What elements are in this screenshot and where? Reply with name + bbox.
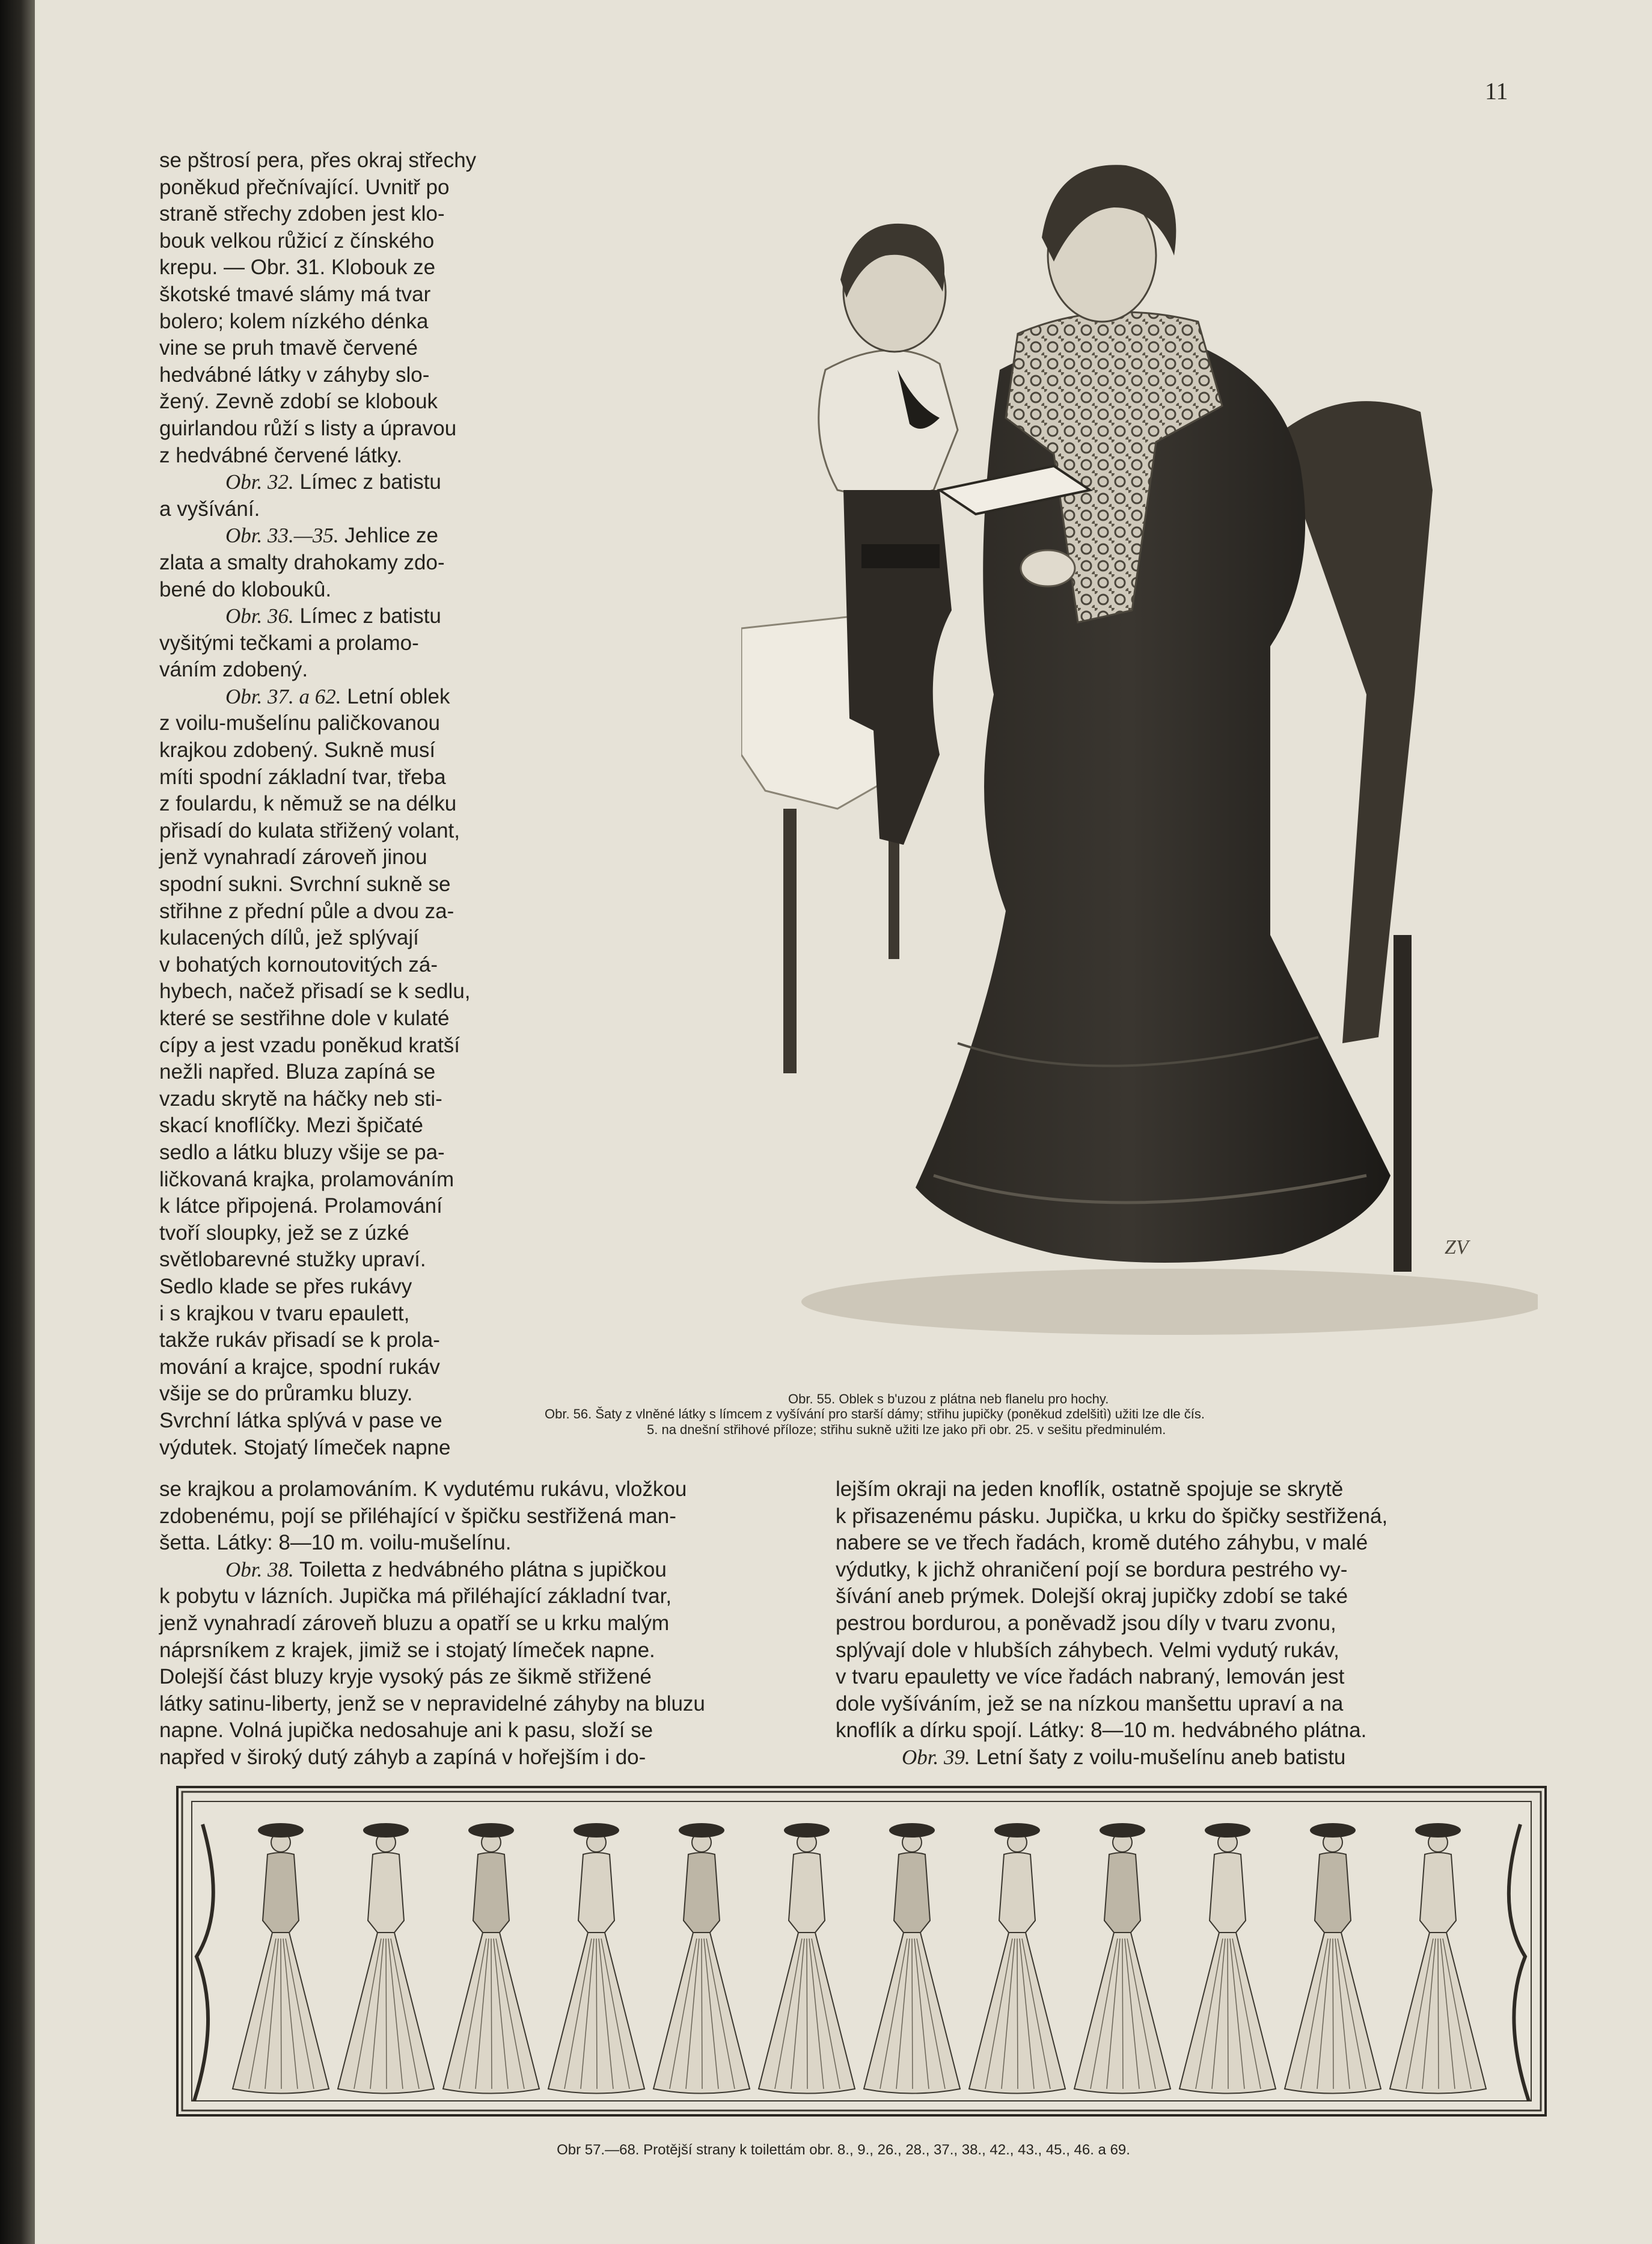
fashion-figure	[1074, 1823, 1170, 2094]
obr37-text: Letní oblek	[347, 684, 450, 708]
lower-right-body	[836, 1476, 1509, 1744]
text-line: napřed v široký dutý záhyb a zapíná v hořejším i do-	[159, 1745, 646, 1769]
fashion-figure	[1179, 1823, 1276, 2094]
lower-left-column	[159, 1476, 833, 1771]
text-line: zdobenému, pojí se přiléhající v špičku sestřižená man-	[159, 1504, 676, 1528]
obr38-label: Obr. 38.	[225, 1557, 294, 1581]
obr33-text3: bené do kloboukû.	[159, 577, 332, 601]
fashion-figure	[1285, 1823, 1381, 2094]
text-line: z voilu-mušelínu paličkovanou	[159, 711, 440, 735]
left-column-intro	[159, 147, 550, 469]
mother-and-son-illustration	[741, 153, 1538, 1344]
text-line: napne. Volná jupička nedosahuje ani k pasu, složí se	[159, 1718, 653, 1743]
obr33-text2: zlata a smalty drahokamy zdo-	[159, 550, 445, 574]
fashion-figure	[864, 1823, 960, 2094]
text-line: straně střechy zdoben jest klo-	[159, 202, 445, 226]
text-line: z foulardu, k němuž se na délku	[159, 792, 457, 816]
fashion-figure	[443, 1823, 539, 2094]
text-line: sedlo a látku bluzy všije se pa-	[159, 1140, 445, 1164]
obr39-text: Letní šaty z voilu-mušelínu aneb batistu	[976, 1745, 1346, 1769]
obr36-text2: vyšitými tečkami a prolamo-	[159, 631, 419, 655]
bottom-caption: Obr 57.—68. Protější strany k toilettám obr. 8., 9., 26., 28., 37., 38., 42., 43., 45., 46. a 69.	[557, 2142, 1130, 2158]
text-line: k pobytu v lázních. Jupička má přiléhající základní tvar,	[159, 1584, 672, 1608]
text-line: se krajkou a prolamováním. K vydutému rukávu, vložkou	[159, 1477, 687, 1501]
text-line: Sedlo klade se přes rukávy	[159, 1274, 412, 1298]
binding-spine	[0, 0, 35, 2244]
text-line: k přisazenému pásku. Jupička, u krku do špičky sestřižená,	[836, 1504, 1388, 1528]
fashion-figures-strip	[176, 1786, 1547, 2117]
text-line: vzadu skrytě na háčky neb sti-	[159, 1087, 442, 1111]
obr38-text: Toiletta z hedvábného plátna s jupičkou	[299, 1557, 667, 1581]
fashion-figure	[233, 1823, 329, 2094]
text-line: skací knoflíčky. Mezi špičaté	[159, 1114, 423, 1138]
text-line: jenž vynahradí zároveň bluzu a opatří se u krku malým	[159, 1611, 670, 1635]
text-line: v tvaru epauletty ve více řadách nabraný, lemován jest	[836, 1665, 1345, 1689]
text-line: škotské tmavé slámy má tvar	[159, 282, 431, 306]
text-line: výdutek. Stojatý límeček napne	[159, 1435, 451, 1459]
fashion-figure	[548, 1823, 644, 2094]
text-line: tvoří sloupky, jež se z úzké	[159, 1221, 409, 1245]
fashion-figure	[653, 1823, 750, 2094]
obr32-text2: a vyšívání.	[159, 497, 260, 521]
text-line: ličkovaná krajka, prolamováním	[159, 1167, 454, 1191]
text-line: výdutky, k jichž ohraničení pojí se bordura pestrého vy-	[836, 1557, 1348, 1581]
text-line: splývají dole v hlubších záhybech. Velmi vydutý rukáv,	[836, 1638, 1339, 1662]
lower-left-intro	[159, 1476, 833, 1557]
text-line: vine se pruh tmavě červené	[159, 336, 418, 360]
lower-right-column	[836, 1476, 1509, 1771]
obr33-paragraph	[159, 523, 550, 603]
text-line: cípy a jest vzadu poněkud kratší	[159, 1033, 460, 1057]
text-line: hedvábné látky v záhyby slo-	[159, 363, 430, 387]
text-line: všije se do průramku bluzy.	[159, 1382, 413, 1406]
fashion-figure	[969, 1823, 1065, 2094]
ornamental-border-and-figures	[179, 1788, 1544, 2114]
text-line: k látce připojená. Prolamování	[159, 1194, 442, 1218]
text-line: látky satinu-liberty, jenž se v nepravidelné záhyby na bluzu	[159, 1691, 705, 1715]
obr36-paragraph	[159, 603, 550, 684]
fashion-figure	[759, 1823, 855, 2094]
text-line: bolero; kolem nízkého dénka	[159, 309, 429, 333]
text-line: se pštrosí pera, přes okraj střechy	[159, 149, 477, 172]
obr33-label: Obr. 33.—35.	[225, 524, 339, 548]
floor-shadow	[801, 1269, 1538, 1335]
text-line: spodní sukni. Svrchní sukně se	[159, 872, 451, 897]
caption-obr56-line2: 5. na dnešní střihové příloze; střihu sukně užiti lze jako při obr. 25. v sešitu předminulém.	[647, 1422, 1166, 1437]
text-line: přisadí do kulata střižený volant,	[159, 818, 460, 842]
text-line: lejším okraji na jeden knoflík, ostatně spojuje se skrytě	[836, 1477, 1344, 1501]
text-line: Dolejší část bluzy kryje vysoký pás ze šikmě střižené	[159, 1665, 652, 1689]
text-line: žený. Zevně zdobí se klobouk	[159, 390, 438, 414]
obr33-text: Jehlice ze	[344, 524, 439, 548]
text-line: hybech, načež přisadí se k sedlu,	[159, 979, 471, 1004]
obr32-text: Límec z batistu	[299, 470, 441, 494]
obr39-paragraph	[836, 1744, 1509, 1771]
text-line: nabere se ve třech řadách, kromě dutého záhybu, v malé	[836, 1531, 1368, 1555]
obr36-label: Obr. 36.	[225, 604, 294, 628]
text-line: náprsníkem z krajek, jimiž se i stojatý límeček napne.	[159, 1638, 655, 1662]
text-line: pestrou bordurou, a poněvadž jsou díly v tvaru zvonu,	[836, 1611, 1336, 1635]
woman-figure	[916, 165, 1390, 1263]
fashion-figures	[233, 1823, 1486, 2094]
fashion-figure	[1390, 1823, 1486, 2094]
obr32-paragraph	[159, 469, 550, 523]
text-line: takže rukáv přisadí se k prola-	[159, 1328, 440, 1352]
text-line: poněkud přečnívající. Uvnitř po	[159, 175, 450, 199]
text-line: knoflík a dírku spojí. Látky: 8—10 m. hedvábného plátna.	[836, 1718, 1367, 1743]
text-line: i s krajkou v tvaru epaulett,	[159, 1301, 410, 1325]
text-line: bouk velkou růžicí z čínského	[159, 228, 435, 253]
magazine-page	[35, 0, 1652, 2244]
text-line: v bohatých kornoutovitých zá-	[159, 952, 438, 976]
obr36-text: Límec z batistu	[299, 604, 441, 628]
text-line: šívání aneb prýmek. Dolejší okraj jupičky zdobí se také	[836, 1584, 1348, 1608]
obr37-paragraph	[159, 684, 550, 711]
page-number: 11	[1485, 78, 1508, 105]
text-line: z hedvábné červené látky.	[159, 443, 403, 467]
text-line: krajkou zdobený. Sukně musí	[159, 738, 436, 762]
obr37-label: Obr. 37. a 62.	[225, 684, 341, 708]
text-line: krepu. — Obr. 31. Klobouk ze	[159, 256, 436, 280]
text-line: nežli napřed. Bluza zapíná se	[159, 1060, 436, 1084]
text-line: mování a krajce, spodní rukáv	[159, 1355, 440, 1379]
text-line: kulacených dílů, jež splývají	[159, 926, 419, 950]
obr38-body	[159, 1583, 833, 1771]
text-line: dole vyšíváním, jež se na nízkou manšettu upraví a na	[836, 1691, 1344, 1715]
caption-obr56-line1: Obr. 56. Šaty z vlněné látky s límcem z vyšívání pro starší dámy; střihu jupičky (poněkud zdelšitì) užiti lze dle čís.	[545, 1406, 1205, 1421]
obr37-body	[159, 710, 550, 1461]
obr32-label: Obr. 32.	[225, 470, 294, 494]
text-line: Svrchní látka splývá v pase ve	[159, 1408, 442, 1432]
text-line: jenž vynahradí zároveň jinou	[159, 845, 427, 869]
text-line: míti spodní základní tvar, třeba	[159, 765, 446, 789]
fashion-figure	[338, 1823, 434, 2094]
obr39-label: Obr. 39.	[902, 1745, 970, 1769]
left-column	[159, 147, 550, 1461]
illustration-signature: ZV	[1445, 1236, 1469, 1258]
obr36-text3: váním zdobený.	[159, 658, 308, 682]
text-line: světlobarevné stužky upraví.	[159, 1248, 426, 1272]
text-line: šetta. Látky: 8—10 m. voilu-mušelínu.	[159, 1531, 512, 1555]
text-line: guirlandou růží s listy a úpravou	[159, 416, 457, 440]
obr38-paragraph	[159, 1557, 833, 1584]
text-line: které se sestřihne dole v kulaté	[159, 1007, 450, 1030]
text-line: střihne z přední půle a dvou za-	[159, 899, 454, 923]
caption-obr55: Obr. 55. Oblek s b'uzou z plátna neb flanelu pro hochy.	[788, 1391, 1109, 1406]
